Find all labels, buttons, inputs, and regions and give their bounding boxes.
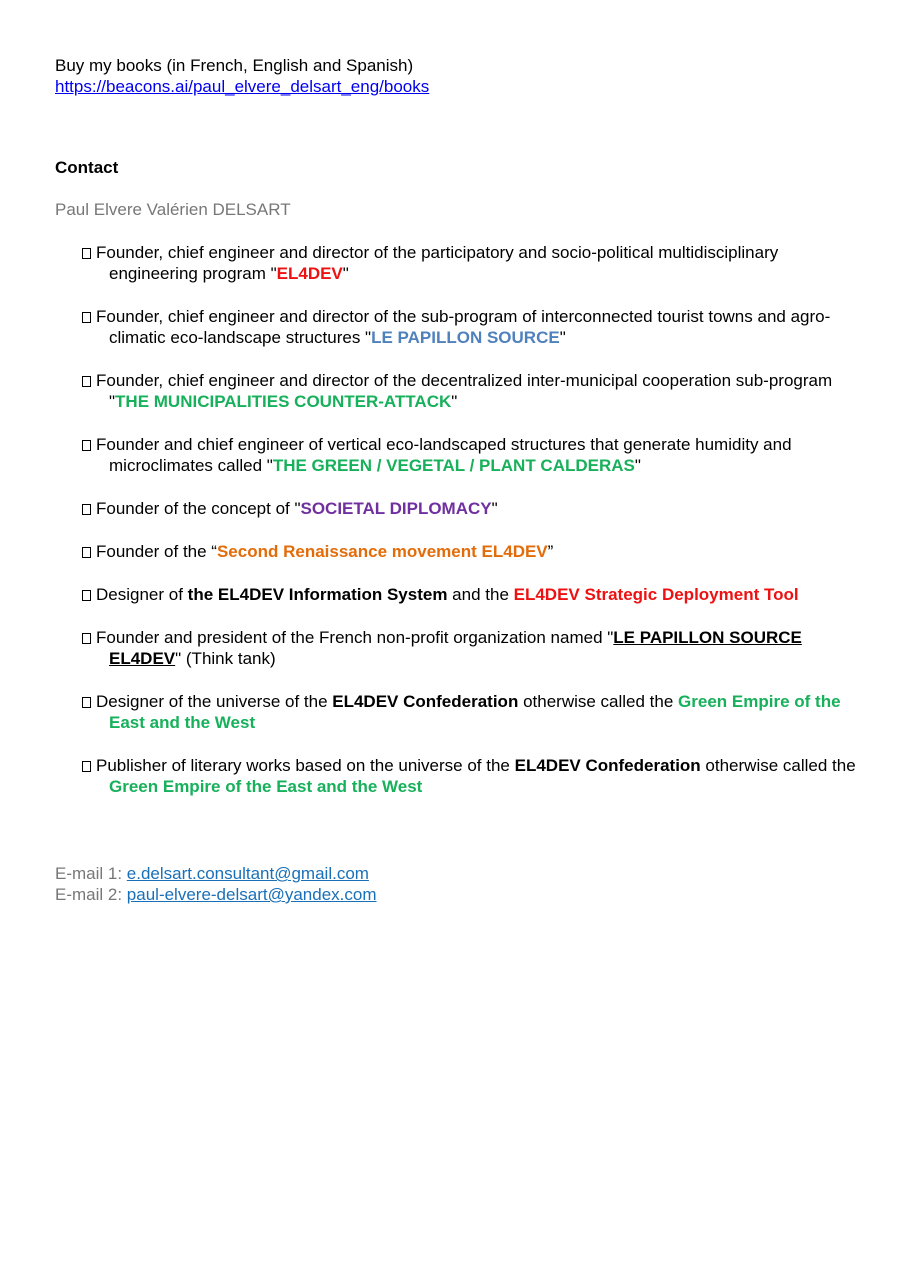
- contact-name: Paul Elvere Valérien DELSART: [55, 200, 291, 219]
- role-item: Founder, chief engineer and director of the sub-program of interconnected tourist towns and agro-climatic eco-landscape structures "LE PAPILLON SOURCE": [82, 306, 857, 348]
- checkbox-bullet-icon: [82, 376, 91, 387]
- checkbox-bullet-icon: [82, 761, 91, 772]
- role-item: Founder and chief engineer of vertical eco-landscaped structures that generate humidity and microclimates called "THE GREEN / VEGETAL / PLANT CALDERAS": [82, 434, 857, 476]
- checkbox-bullet-icon: [82, 697, 91, 708]
- checkbox-bullet-icon: [82, 590, 91, 601]
- role-item: Founder of the concept of "SOCIETAL DIPLOMACY": [82, 498, 857, 519]
- role-item: Designer of the EL4DEV Information System and the EL4DEV Strategic Deployment Tool: [82, 584, 857, 605]
- role-item: Publisher of literary works based on the universe of the EL4DEV Confederation otherwise called the Green Empire of the East and the West: [82, 755, 857, 797]
- role-item: Founder of the “Second Renaissance movement EL4DEV”: [82, 541, 857, 562]
- email-1-label: E-mail 1:: [55, 864, 127, 883]
- checkbox-bullet-icon: [82, 440, 91, 451]
- role-item: Designer of the universe of the EL4DEV Confederation otherwise called the Green Empire of the East and the West: [82, 691, 857, 733]
- contact-heading: Contact: [55, 158, 119, 177]
- checkbox-bullet-icon: [82, 547, 91, 558]
- books-link[interactable]: https://beacons.ai/paul_elvere_delsart_eng/books: [55, 77, 430, 96]
- email-section: [55, 863, 377, 905]
- checkbox-bullet-icon: [82, 633, 91, 644]
- roles-list: [82, 242, 857, 819]
- email-1-link[interactable]: e.delsart.consultant@gmail.com: [126, 864, 369, 883]
- role-item: Founder and president of the French non-profit organization named "LE PAPILLON SOURCE EL4DEV" (Think tank): [82, 627, 857, 669]
- books-title: Buy my books (in French, English and Spanish): [55, 56, 414, 75]
- checkbox-bullet-icon: [82, 504, 91, 515]
- role-item: Founder, chief engineer and director of the decentralized inter-municipal cooperation sub-program "THE MUNICIPALITIES COUNTER-ATTACK": [82, 370, 857, 412]
- books-section: [55, 55, 429, 97]
- role-item: Founder, chief engineer and director of the participatory and socio-political multidisciplinary engineering program "EL4DEV": [82, 242, 857, 284]
- email-2-label: E-mail 2:: [55, 885, 127, 904]
- checkbox-bullet-icon: [82, 312, 91, 323]
- email-2-link[interactable]: paul-elvere-delsart@yandex.com: [126, 885, 377, 904]
- checkbox-bullet-icon: [82, 248, 91, 259]
